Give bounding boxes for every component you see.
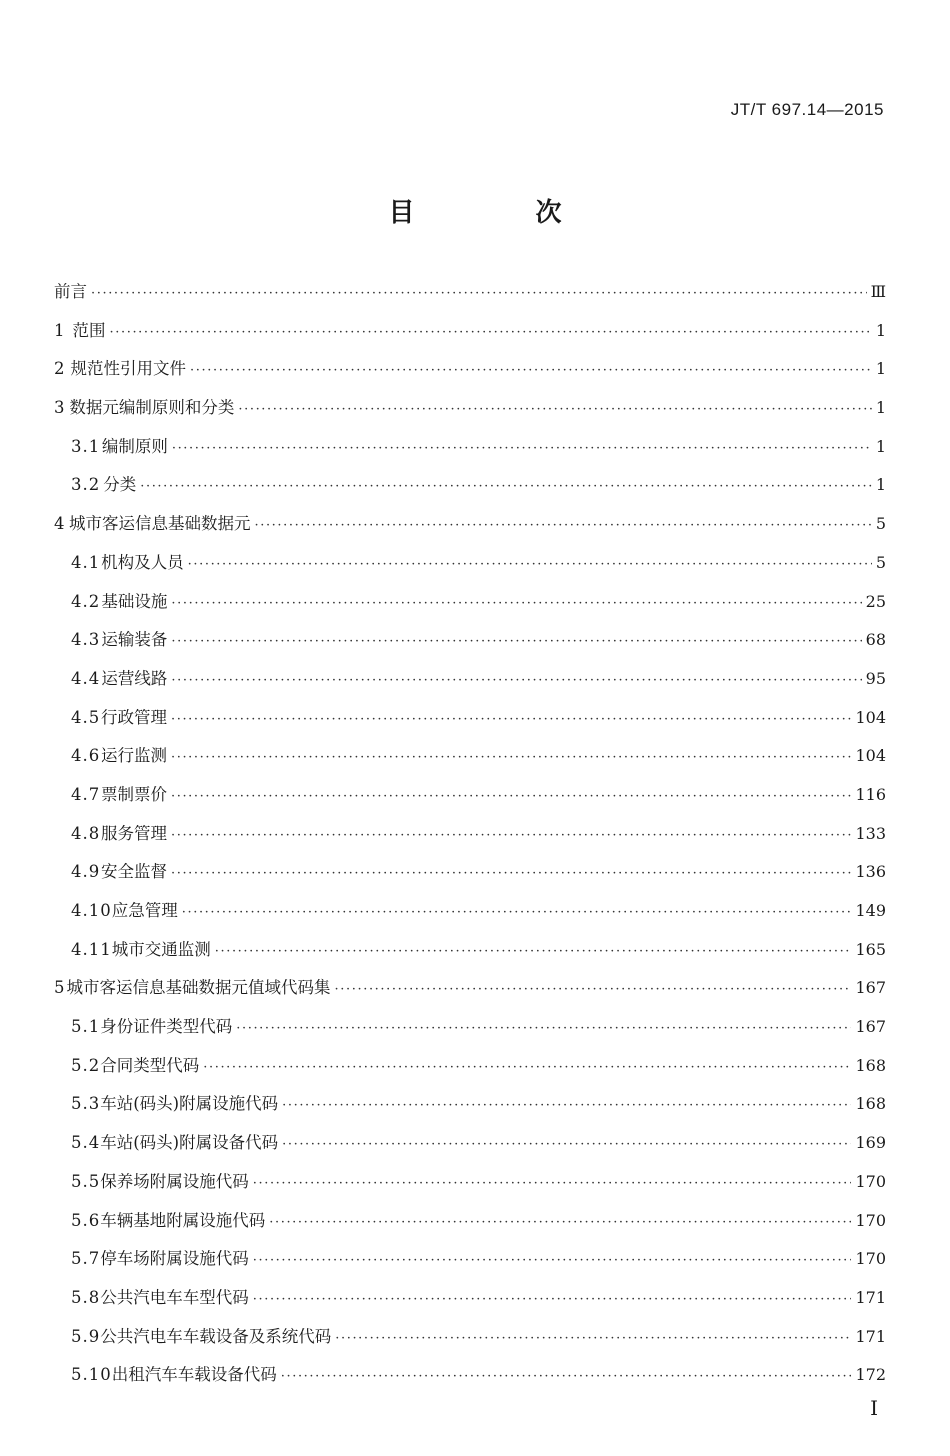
toc-entry-page: 133 (855, 823, 886, 843)
toc-entry-number: 4.10 (71, 901, 112, 920)
dot-leader (282, 1098, 851, 1113)
toc-entry[interactable] (54, 704, 886, 743)
toc-entry[interactable] (54, 1052, 886, 1091)
toc-entry[interactable] (54, 394, 886, 433)
toc-entry-number: 4.3 (71, 630, 101, 650)
toc-entry[interactable] (54, 1245, 886, 1284)
dot-leader (171, 750, 851, 765)
toc-entry[interactable] (54, 1284, 886, 1323)
toc-entry-page: 95 (865, 668, 886, 688)
toc-entry-number: 4.1 (71, 552, 101, 572)
toc-entry-number: 4 (54, 514, 65, 534)
toc-entry-page: 167 (855, 1017, 886, 1037)
dot-leader (171, 596, 861, 611)
toc-entry[interactable] (54, 1168, 886, 1207)
toc-entry-label: 运营线路 (101, 668, 168, 688)
toc-entry-page: 170 (855, 1171, 886, 1191)
toc-entry[interactable] (54, 1323, 886, 1362)
dot-leader (253, 1176, 852, 1191)
toc-entry-label: 票制票价 (100, 784, 167, 804)
toc-entry-page: 171 (855, 1287, 886, 1307)
toc-entry-label: 范围 (72, 320, 106, 340)
dot-leader (140, 479, 872, 494)
toc-entry-number: 1 (54, 320, 65, 340)
toc-entry-page: 165 (855, 939, 886, 959)
dot-leader (282, 1137, 851, 1152)
toc-entry-number: 4.7 (71, 784, 101, 804)
toc-entry-number: 5.2 (71, 1055, 101, 1075)
toc-entry[interactable] (54, 588, 886, 627)
toc-entry-label: 机构及人员 (101, 552, 184, 572)
toc-entry-number: 4.4 (71, 668, 101, 688)
dot-leader (269, 1215, 851, 1230)
table-of-contents (54, 278, 886, 1400)
toc-entry-number: 4.5 (71, 707, 101, 727)
toc-entry-label: 城市客运信息基础数据元 (68, 514, 251, 534)
toc-entry[interactable] (54, 433, 886, 472)
dot-leader (182, 905, 852, 920)
toc-entry-label: 保养场附属设施代码 (100, 1171, 249, 1191)
toc-entry[interactable] (54, 1090, 886, 1129)
standard-code: JT/T 697.14—2015 (730, 100, 884, 119)
page-folio: I (870, 1396, 878, 1420)
toc-entry[interactable] (54, 1129, 886, 1168)
toc-entry[interactable] (54, 355, 886, 394)
toc-entry-page: 1 (875, 359, 886, 379)
dot-leader (171, 634, 861, 649)
toc-entry-number: 5.9 (71, 1326, 101, 1346)
toc-entry-page: 68 (865, 630, 886, 650)
toc-entry-label: 规范性引用文件 (70, 359, 187, 379)
toc-entry-page: 104 (855, 746, 886, 766)
dot-leader (335, 1331, 851, 1346)
toc-entry-label: 城市交通监测 (111, 939, 211, 959)
dot-leader (91, 286, 867, 301)
dot-leader (171, 712, 851, 727)
toc-entry-page: 1 (875, 475, 886, 495)
toc-entry-number: 5.7 (71, 1249, 101, 1269)
toc-entry-page: 1 (875, 436, 886, 456)
toc-entry-number: 5.10 (71, 1365, 112, 1385)
toc-entry[interactable] (54, 317, 886, 356)
toc-entry-label: 城市客运信息基础数据元值域代码集 (66, 978, 331, 998)
toc-entry[interactable] (54, 936, 886, 975)
toc-entry-label: 公共汽电车车型代码 (100, 1287, 249, 1307)
toc-entry-label: 车站(码头)附属设备代码 (100, 1133, 279, 1153)
toc-entry-number: 4.11 (71, 939, 112, 959)
toc-entry[interactable] (54, 820, 886, 859)
toc-entry-label: 车辆基地附属设施代码 (100, 1210, 266, 1230)
toc-entry-page: 169 (855, 1133, 886, 1153)
toc-entry[interactable] (54, 858, 886, 897)
toc-entry-page: 1 (875, 320, 886, 340)
toc-entry-label: 服务管理 (100, 823, 167, 843)
toc-entry-label: 运输装备 (101, 630, 168, 650)
toc-entry[interactable] (54, 626, 886, 665)
dot-leader (188, 557, 872, 572)
dot-leader (171, 828, 851, 843)
toc-entry[interactable] (54, 781, 886, 820)
toc-entry-page: 149 (855, 901, 886, 920)
toc-entry-page: 168 (855, 1094, 886, 1114)
toc-entry[interactable] (54, 665, 886, 704)
toc-entry-page: 25 (865, 591, 886, 611)
toc-entry[interactable] (54, 1361, 886, 1400)
toc-entry-label: 基础设施 (101, 591, 168, 611)
toc-entry-number: 5.5 (71, 1171, 101, 1191)
toc-entry-page: 172 (855, 1365, 886, 1385)
toc-entry-label: 合同类型代码 (100, 1055, 200, 1075)
toc-entry-page: 1 (875, 398, 886, 418)
toc-entry-page: 170 (855, 1210, 886, 1230)
toc-entry-number: 4.8 (71, 823, 101, 843)
toc-entry-label: 运行监测 (100, 746, 167, 766)
dot-leader (171, 789, 851, 804)
toc-entry[interactable] (54, 974, 886, 1013)
toc-entry-page: 104 (855, 707, 886, 727)
dot-leader (253, 1253, 852, 1268)
toc-entry-number: 5 (54, 978, 65, 998)
toc-entry-page: 170 (855, 1249, 886, 1269)
dot-leader (335, 982, 852, 997)
toc-entry-number: 2 (54, 359, 65, 379)
toc-entry-number: 5.3 (71, 1094, 101, 1114)
toc-entry-page: 5 (875, 552, 886, 572)
toc-entry-page: Ⅲ (870, 282, 886, 301)
toc-entry-page: 167 (855, 978, 886, 998)
dot-leader (215, 944, 852, 959)
toc-entry-label: 身份证件类型代码 (100, 1017, 233, 1037)
toc-entry-label: 安全监督 (100, 862, 167, 882)
dot-leader (203, 1060, 851, 1075)
toc-entry-label: 公共汽电车车载设备及系统代码 (100, 1326, 332, 1346)
dot-leader (254, 518, 871, 533)
toc-entry-number: 3 (54, 398, 65, 418)
dot-leader (171, 673, 861, 688)
toc-entry-label: 数据元编制原则和分类 (69, 398, 235, 418)
toc-entry[interactable] (54, 549, 886, 588)
toc-entry-number: 5.1 (71, 1017, 101, 1037)
dot-leader (238, 402, 871, 417)
dot-leader (171, 866, 851, 881)
toc-entry-number: 3.1 (71, 436, 101, 456)
toc-entry[interactable] (54, 510, 886, 549)
toc-entry-label: 前言 (54, 282, 87, 301)
toc-entry-number: 4.6 (71, 746, 101, 766)
toc-entry-label: 编制原则 (101, 436, 168, 456)
toc-entry-number: 5.8 (71, 1287, 101, 1307)
toc-entry-number: 5.4 (71, 1133, 101, 1153)
toc-entry-page: 5 (875, 514, 886, 534)
toc-entry-number: 4.2 (71, 591, 101, 611)
toc-title: 目 次 (388, 198, 618, 228)
toc-entry-label: 车站(码头)附属设施代码 (100, 1094, 279, 1114)
toc-entry-page: 171 (855, 1326, 886, 1346)
toc-entry-label: 行政管理 (100, 707, 167, 727)
toc-entry[interactable] (54, 1013, 886, 1052)
dot-leader (236, 1021, 851, 1036)
dot-leader (172, 441, 872, 456)
toc-entry-number: 5.6 (71, 1210, 101, 1230)
toc-entry[interactable] (54, 1207, 886, 1246)
toc-entry-number: 4.9 (71, 862, 101, 882)
toc-entry-label: 分类 (103, 475, 137, 495)
dot-leader (190, 363, 872, 378)
toc-entry[interactable] (54, 742, 886, 781)
toc-entry[interactable] (54, 278, 886, 317)
toc-entry-label: 应急管理 (111, 901, 178, 920)
toc-entry-page: 136 (855, 862, 886, 882)
toc-entry-page: 168 (855, 1055, 886, 1075)
dot-leader (253, 1292, 852, 1307)
toc-entry-label: 出租汽车车载设备代码 (111, 1365, 277, 1385)
dot-leader (110, 325, 872, 340)
toc-entry-label: 停车场附属设施代码 (100, 1249, 249, 1269)
toc-entry-number: 3.2 (71, 475, 101, 495)
toc-entry[interactable] (54, 471, 886, 510)
dot-leader (281, 1369, 852, 1384)
toc-entry-page: 116 (855, 784, 886, 804)
toc-entry[interactable] (54, 897, 886, 936)
